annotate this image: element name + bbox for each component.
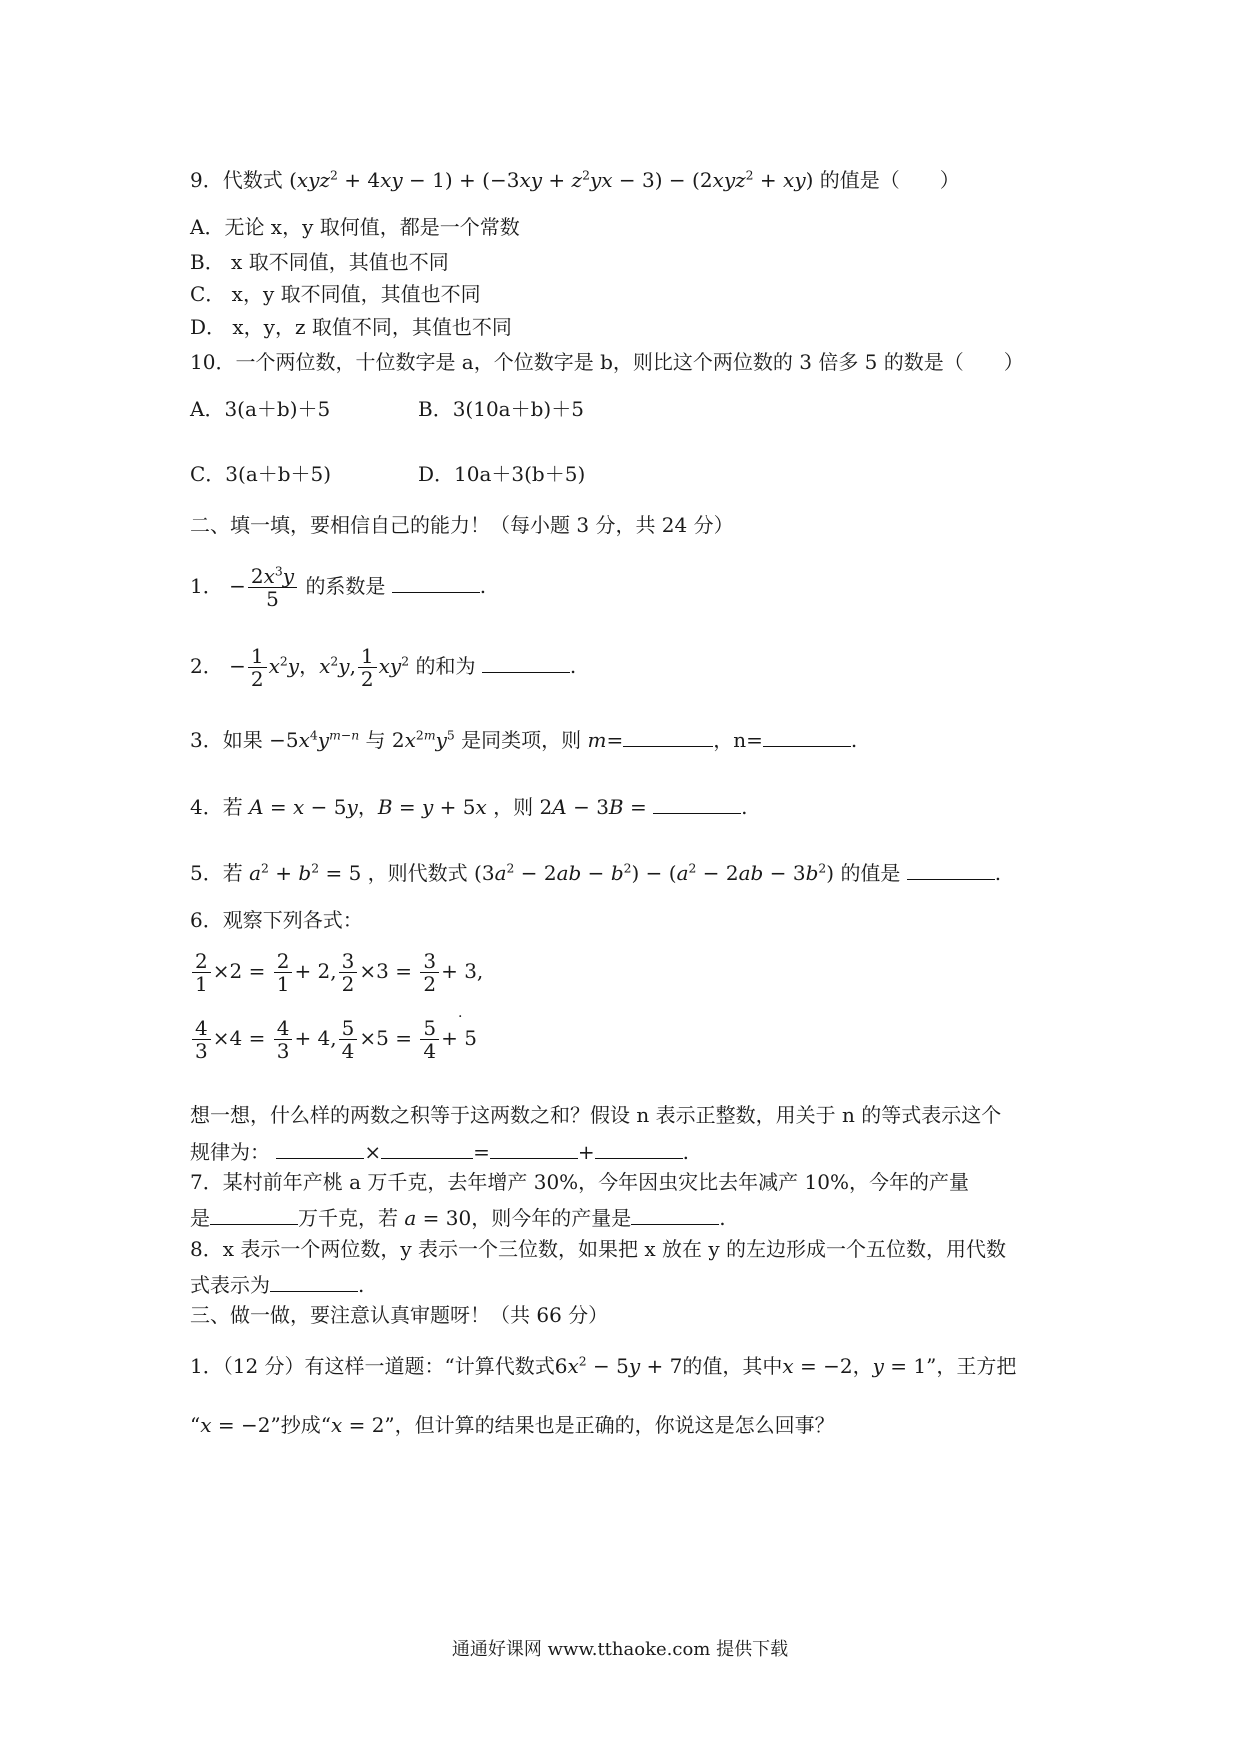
- answer-blank[interactable]: [631, 1203, 719, 1225]
- section-3-heading: 三、做一做，要注意认真审题呀！（共 66 分）: [190, 1303, 609, 1327]
- answer-blank[interactable]: [490, 1137, 578, 1159]
- section-3-q1-line-1: 1．（12 分）有这样一道题：“计算代数式$6x^2 - 5y + 7$的值，其中x = −2，y = 1”，王方把: [190, 1353, 1017, 1378]
- f6-label: 规律为：: [190, 1140, 270, 1164]
- answer-blank-m[interactable]: [623, 725, 713, 747]
- fill-question-8-line-1: 8．x 表示一个两位数，y 表示一个三位数，如果把 x 放在 y 的左边形成一个五位数，用代数: [190, 1237, 1007, 1261]
- s3q1-prefix: 1．（12 分）有这样一道题：“计算代数式: [190, 1354, 555, 1378]
- answer-blank[interactable]: [392, 571, 480, 593]
- f8-prefix: 式表示为: [190, 1273, 270, 1297]
- answer-blank[interactable]: [276, 1137, 364, 1159]
- section-3-q1-line-2: “x = −2”抄成“x = 2”，但计算的结果也是正确的，你说这是怎么回事？: [190, 1413, 835, 1437]
- answer-blank[interactable]: [907, 858, 995, 880]
- fill-question-8-line-2: 式表示为 .: [190, 1270, 364, 1297]
- fill-question-2: 2． − $\frac{1}{2}$ $x^2y$，$x^2y$, $\frac{1}{2}$ $xy^2$ 的和为 .: [190, 644, 577, 691]
- f1-fraction: $\frac{2x^3y}{5}$: [248, 565, 297, 610]
- fill-question-5: 5．若 $a^2 + b^2 = 5$ ，则代数式 $(3a^2 - 2ab - b^2) - (a^2 - 2ab - 3b^2)$ 的值是 .: [190, 858, 1001, 885]
- f6-formula-line-2: $\frac{4}{3}$ ×4 = $\frac{4}{3}$ + 4, $\frac{5}{4}$ ×5 = $\frac{5}{4}$ + 5: [190, 1017, 477, 1062]
- f6-period: .: [458, 1005, 463, 1021]
- f7-mid2: ，则今年的产量是: [471, 1206, 632, 1230]
- s3q1-mid: 的值，其中: [682, 1354, 783, 1378]
- f1-suffix: 的系数是: [305, 574, 386, 598]
- fill-question-6-title: 6．观察下列各式：: [190, 908, 363, 932]
- plus-symbol: +: [577, 1140, 595, 1164]
- f2-fraction-half-2: $\frac{1}{2}$: [358, 645, 377, 690]
- f2-suffix: 的和为: [415, 654, 476, 678]
- f5-mid: ，则代数式: [367, 861, 468, 885]
- answer-blank[interactable]: [210, 1203, 298, 1225]
- quote-close: ”，但计算的结果也是正确的，你说这是怎么回事？: [384, 1413, 835, 1437]
- f5-suffix: 的值是: [840, 861, 901, 885]
- question-9-stem: [190, 168, 960, 192]
- f2-number: 2．: [190, 654, 223, 678]
- fill-question-4: 4．若 A = x − 5y，B = y + 5x ，则 2A − 3B = .: [190, 792, 747, 819]
- fill-question-3: 3．如果 $-5x^4y^{m-n}$ 与 $2x^{2m}y^5$ 是同类项，则 m= ，n= .: [190, 725, 857, 752]
- page-footer: 通通好课网 www.tthaoke.com 提供下载: [451, 1639, 789, 1660]
- f3-suffix: 是同类项，则: [461, 728, 582, 752]
- f7-prefix: 是: [190, 1206, 210, 1230]
- quote-mid: ”抄成“: [270, 1413, 331, 1437]
- answer-blank[interactable]: [381, 1137, 473, 1159]
- f1-number: 1．: [190, 574, 223, 598]
- f3-prefix: 3．如果: [190, 728, 263, 752]
- q9-option-c: C． x，y 取不同值，其值也不同: [190, 282, 481, 306]
- q10-option-b: B．3(10a＋b)＋5: [418, 397, 584, 421]
- q10-option-a: A．3(a＋b)＋5: [190, 397, 331, 421]
- q9-suffix: 的值是（ ）: [819, 168, 960, 192]
- answer-blank[interactable]: [482, 651, 570, 673]
- f6-question-line-1: 想一想，什么样的两数之积等于这两数之和？假设 n 表示正整数，用关于 n 的等式表示这个: [190, 1103, 1002, 1127]
- f4-prefix: 4．若: [190, 795, 243, 819]
- s3q1-suffix: ”，王方把: [926, 1354, 1017, 1378]
- quote-open: “: [190, 1413, 201, 1437]
- q10-option-d: D．10a＋3(b＋5): [418, 462, 586, 486]
- answer-blank[interactable]: [595, 1137, 683, 1159]
- f6-formula-line-1: $\frac{2}{1}$ ×2 = $\frac{2}{1}$ + 2, $\frac{3}{2}$ ×3 = $\frac{3}{2}$ + 3,: [190, 950, 483, 995]
- equals-symbol: =: [473, 1140, 490, 1164]
- f6-question-line-2: 规律为： × = + .: [190, 1137, 689, 1164]
- answer-blank-n[interactable]: [763, 725, 851, 747]
- f4-mid: ，则: [493, 795, 534, 819]
- q9-option-a: A．无论 x，y 取何值，都是一个常数: [190, 215, 520, 239]
- fill-question-1: 1． − $\frac{2x^3y}{5}$ 的系数是 .: [190, 563, 487, 611]
- section-2-heading: 二、填一填，要相信自己的能力！（每小题 3 分，共 24 分）: [190, 513, 734, 537]
- times-symbol: ×: [364, 1140, 382, 1164]
- f3-mid: 与: [365, 728, 386, 752]
- q10-option-c: C．3(a＋b＋5): [190, 462, 332, 486]
- fill-question-7-line-2: 是 万千克，若 a = 30，则今年的产量是 .: [190, 1203, 726, 1230]
- f3-m-label: m=: [587, 728, 624, 752]
- q9-option-b: B． x 取不同值，其值也不同: [190, 250, 449, 274]
- q9-expression: $(xyz^2 + 4xy - 1) + (-3xy + z^2yx - 3) - (2xyz^2 + xy)$: [289, 167, 814, 192]
- f7-mid1: 万千克，若: [298, 1206, 398, 1230]
- f2-fraction-half: $\frac{1}{2}$: [248, 645, 267, 690]
- answer-blank[interactable]: [653, 792, 741, 814]
- f5-prefix: 5．若: [190, 861, 243, 885]
- f3-n-label: ，n=: [713, 728, 763, 752]
- q9-option-d: D． x，y，z 取值不同，其值也不同: [190, 315, 512, 339]
- q9-prefix: 9．代数式: [190, 168, 283, 192]
- fill-question-7-line-1: 7．某村前年产桃 a 万千克，去年增产 30%，今年因虫灾比去年减产 10%，今年的产量: [190, 1170, 969, 1194]
- question-10-stem: 10．一个两位数，十位数字是 a，个位数字是 b，则比这个两位数的 3 倍多 5 的数是（ ）: [190, 350, 1024, 374]
- answer-blank[interactable]: [270, 1270, 358, 1292]
